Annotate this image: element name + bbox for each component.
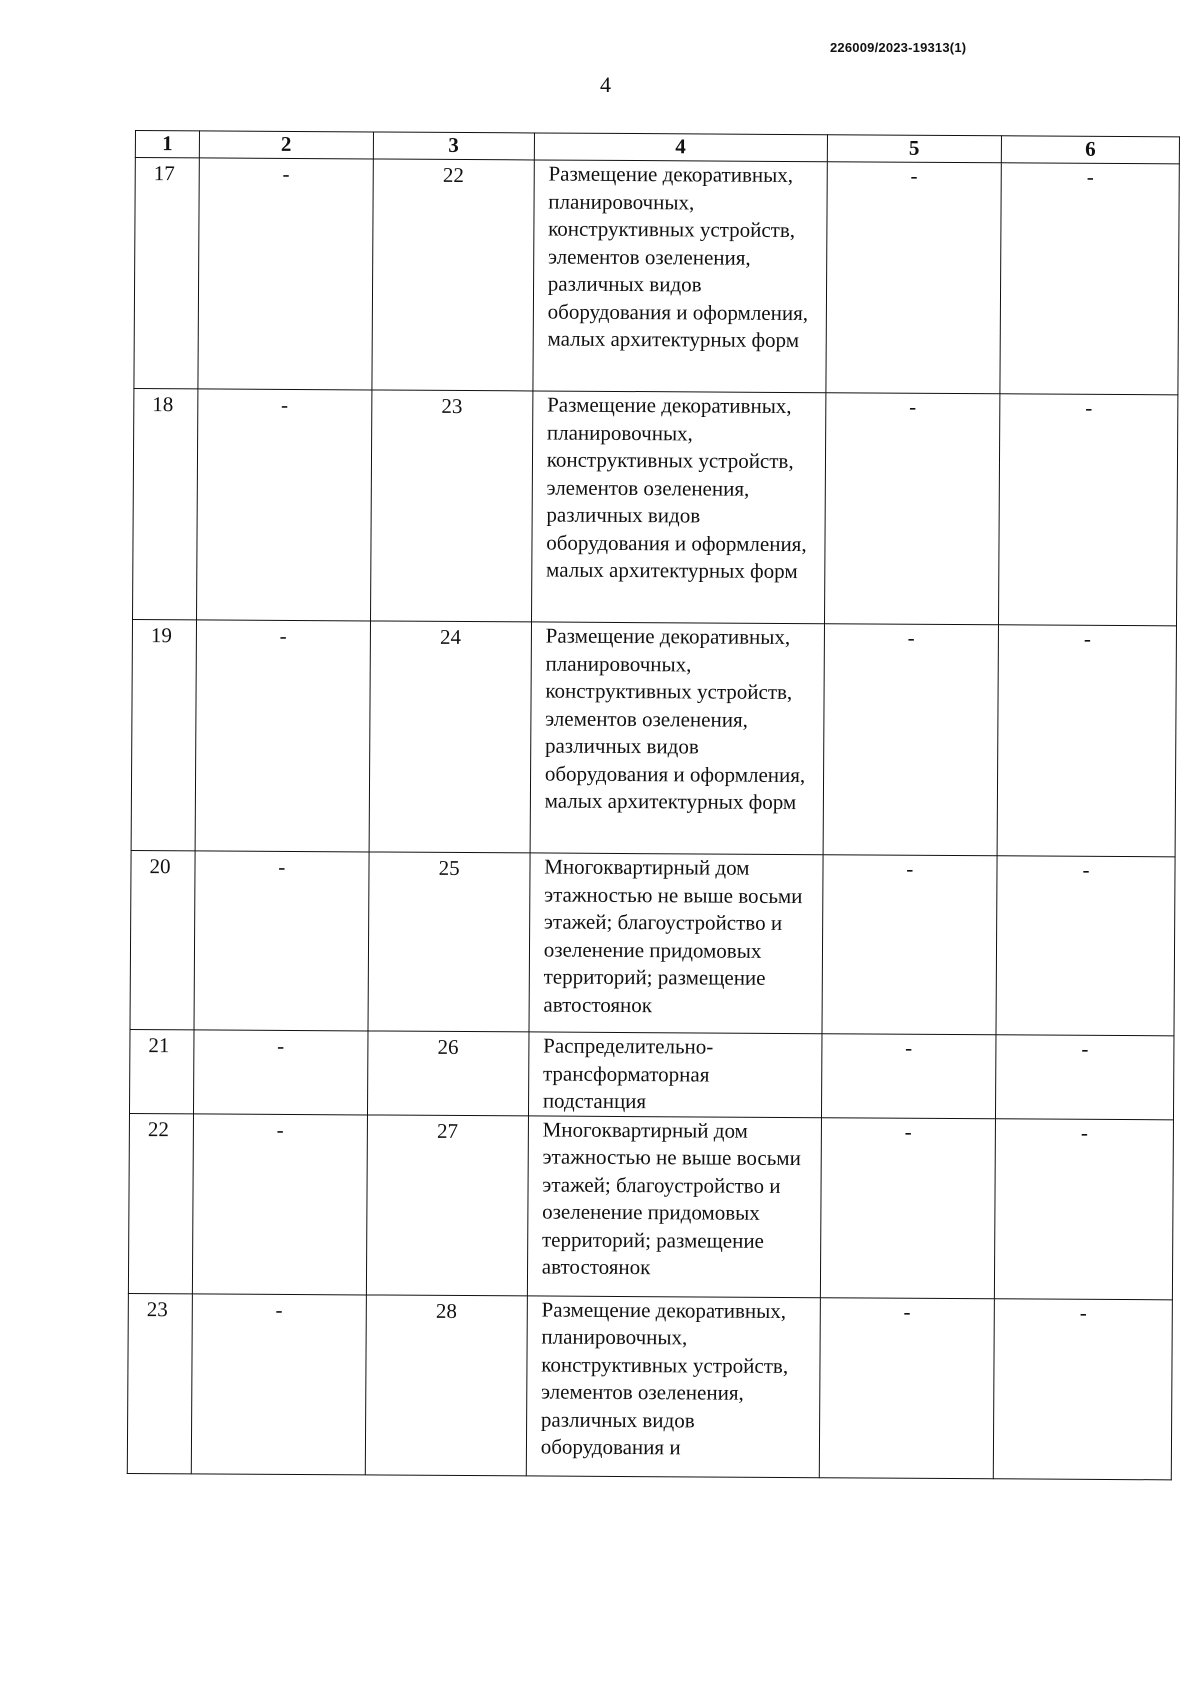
cell-col2: - [194, 1030, 368, 1115]
page-number: 4 [600, 72, 611, 97]
cell-col5: - [821, 1034, 996, 1119]
cell-col3: 27 [366, 1114, 528, 1295]
row-number: 18 [133, 388, 198, 619]
cell-col5: - [820, 1117, 996, 1298]
cell-col3: 22 [371, 159, 534, 391]
column-header-4: 4 [534, 133, 827, 162]
table-row [130, 850, 1175, 1035]
row-number: 20 [130, 850, 195, 1029]
cell-col2: - [197, 389, 372, 621]
cell-col3: 25 [368, 852, 530, 1032]
cell-col6: - [996, 856, 1175, 1036]
row-number: 17 [134, 158, 199, 389]
cell-col6: - [1000, 163, 1179, 395]
column-header-3: 3 [373, 132, 534, 160]
document-number: 226009/2023-19313(1) [830, 40, 967, 55]
cell-description: Многоквартирный дом этажностью не выше восьми этажей; благоустройство и озеленение придомовых территорий; размещение автостоянок [529, 853, 823, 1034]
row-number: 23 [127, 1293, 192, 1473]
column-header-6: 6 [1001, 136, 1179, 164]
cell-description: Размещение декоративных, планировочных, конструктивных устройств, элементов озеленения, различных видов оборудования и оформления, малых архитектурных форм [530, 622, 824, 855]
table-row [133, 388, 1178, 625]
cell-col3: 28 [365, 1294, 527, 1475]
cell-col5: - [822, 855, 998, 1035]
cell-col6: - [997, 625, 1176, 857]
row-number: 22 [128, 1113, 193, 1293]
cell-col2: - [191, 1293, 366, 1474]
row-number: 19 [131, 619, 196, 850]
cell-col2: - [198, 158, 373, 390]
cell-description: Размещение декоративных, планировочных, конструктивных устройств, элементов озеленения, различных видов оборудования и оформления, малых архитектурных форм [533, 160, 827, 393]
cell-col6: - [994, 1118, 1173, 1299]
cell-col2: - [194, 851, 369, 1031]
cell-col3: 23 [370, 390, 533, 622]
cell-col5: - [824, 393, 1000, 625]
cell-col3: 26 [367, 1031, 529, 1115]
cell-col5: - [819, 1297, 995, 1478]
cell-description: Многоквартирный дом этажностью не выше восьми этажей; благоустройство и озеленение придомовых территорий; размещение автостоянок [527, 1115, 821, 1297]
document-table [127, 130, 1180, 1480]
row-number: 21 [129, 1029, 194, 1113]
cell-col2: - [192, 1113, 367, 1294]
table-row [134, 158, 1179, 395]
table-row [129, 1029, 1173, 1119]
cell-col6: - [993, 1298, 1172, 1479]
table-row [127, 1293, 1172, 1479]
table-row [128, 1113, 1173, 1299]
cell-col5: - [825, 162, 1001, 394]
cell-description: Размещение декоративных, планировочных, конструктивных устройств, элементов озеленения, различных видов оборудования и [526, 1295, 820, 1477]
column-header-5: 5 [827, 135, 1002, 163]
cell-description: Размещение декоративных, планировочных, конструктивных устройств, элементов озеленения, различных видов оборудования и оформления, малых архитектурных форм [531, 391, 825, 624]
cell-description: Распределительно-трансформаторная подстанция [528, 1032, 821, 1117]
column-header-2: 2 [199, 131, 373, 159]
cell-col5: - [823, 624, 999, 856]
cell-col6: - [999, 394, 1178, 626]
cell-col2: - [195, 620, 370, 852]
table-row [131, 619, 1176, 856]
cell-col6: - [996, 1035, 1174, 1120]
column-header-1: 1 [135, 131, 199, 158]
cell-col3: 24 [369, 621, 532, 853]
